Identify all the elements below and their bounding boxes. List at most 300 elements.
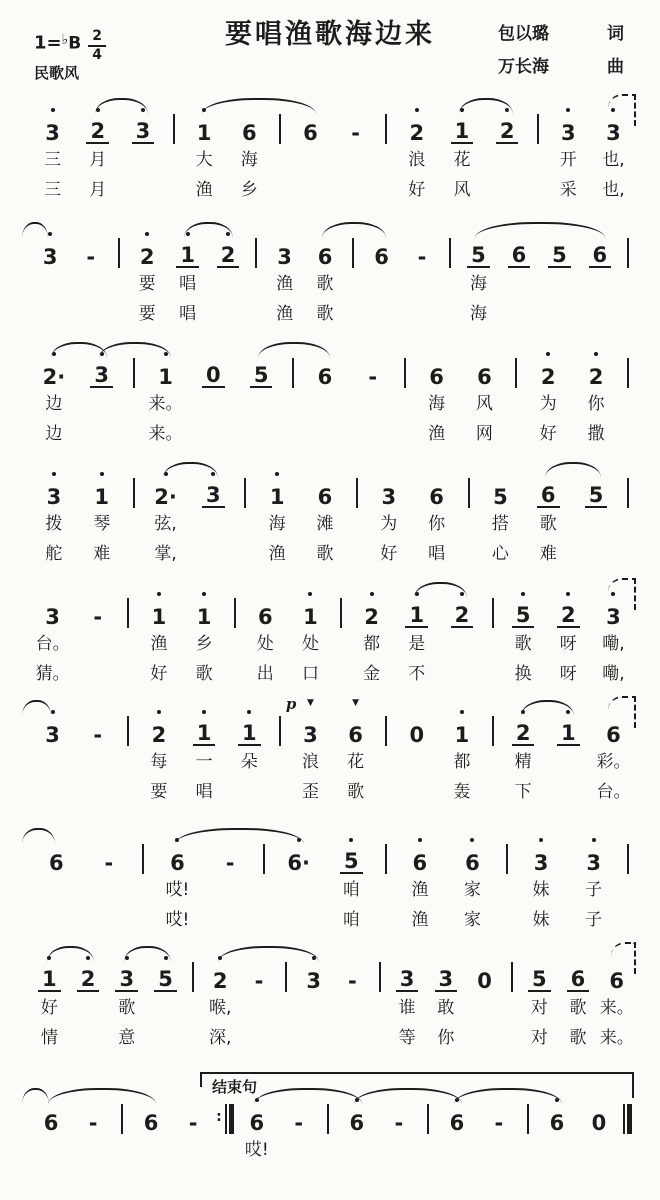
lyric-syllable-line2: 你 [437,1028,455,1048]
note [580,224,620,330]
note-digit: 3 [586,851,601,875]
bar-thin-line [255,238,257,268]
time-numerator: 2 [88,28,106,47]
music-system [30,1078,636,1196]
bar-thin-line [385,716,387,746]
note-digit: 0 [591,1111,607,1135]
barline [120,702,136,808]
lyric-syllable-line1: 要 [138,274,156,294]
note [361,224,401,330]
octave-dot [546,352,550,356]
note [182,584,227,690]
note [69,948,108,1054]
time-denominator: 4 [92,47,102,64]
octave-dot [539,838,543,842]
ending-bracket [611,942,637,974]
note [30,344,78,450]
lyricist-name: 包以璐 [498,24,549,44]
octave-dot [202,710,206,714]
music-system [30,584,636,690]
bar-thin-line [352,238,354,268]
note-digit: 3 [46,485,62,509]
octave-dot [51,108,55,112]
rest-note [394,702,439,808]
note-row [546,100,591,146]
note-digit: 3 [303,723,318,747]
lyric-syllable-line1: 咱 [342,880,360,900]
dash-extension [278,1090,320,1196]
barline [272,702,288,808]
bar-thin-line [356,478,358,508]
lyric-syllable-line2: 乡 [240,180,258,200]
note-row [75,702,120,748]
dash-extension [333,948,372,1054]
note [294,948,333,1054]
note-row [413,344,461,390]
lyric-syllable-line2: 渔 [276,304,294,324]
note-row [515,830,568,876]
lyric-syllable-line1: 拨 [45,514,63,534]
note-row [30,100,75,146]
note [30,830,83,936]
bar-thin-line [506,844,508,874]
credits [498,18,624,84]
lyric-syllable-line1: 琴 [93,514,111,534]
note [189,464,237,570]
lyric-syllable-line1: 弦, [154,514,177,534]
lyric-syllable-line1: 为 [380,514,398,534]
barline [320,1090,336,1196]
dash-extension [75,702,120,808]
barline [620,224,636,330]
lyric-syllable-line1: 谁 [398,998,416,1018]
dash-extension [333,100,378,206]
lyric-syllable-line2: 好 [150,664,168,684]
bar-thin-line [385,114,387,144]
note-row [524,344,572,390]
accent-mark: ▼ [352,698,360,708]
note [288,584,333,690]
note [501,702,546,808]
bar-thick-line [627,1104,632,1134]
lyric-syllable-line2: 要 [138,304,156,324]
octave-dot [202,592,206,596]
note [458,224,498,330]
bar-thin-line [244,478,246,508]
note-digit: 1 [557,722,580,746]
lyric-syllable-line2: 下 [514,782,532,802]
note-row [333,948,372,994]
note-digit: 2 [557,604,580,628]
bar-thin-line [292,358,294,388]
note-digit: - [86,245,96,269]
note [559,948,598,1054]
style-label: 民歌风 [34,64,80,82]
note-digit: 3 [533,851,549,875]
note-row [288,584,333,630]
lyric-syllable-line1: 都 [453,752,471,772]
lyric-syllable-line1: 乡 [195,634,213,654]
note-digit: 6 [48,851,64,875]
note [477,464,525,570]
lyric-syllable-line2: 唱 [428,544,446,564]
barline [530,100,546,206]
lyric-syllable-line2: 难 [93,544,111,564]
note-digit: 1 [269,485,285,509]
note [546,100,591,206]
note [30,224,70,330]
note-digit: 6 [609,969,625,993]
music-system [30,344,636,450]
lyric-syllable-line2: 歌 [347,782,365,802]
lyric-syllable-line2: 好 [380,544,398,564]
lyric-syllable-line1: 歌 [514,634,532,654]
note-digit: 1 [151,605,167,629]
note [75,100,120,206]
lyric-syllable-line1: 哎! [165,880,190,900]
lyric-syllable-line1: 朵 [240,752,258,772]
note-digit: 3 [381,485,397,509]
note-row [426,948,465,994]
barline [285,344,301,450]
lyric-syllable-line2: 猜。 [35,664,70,684]
lyric-syllable-line1: 海 [428,394,446,414]
note-row [30,464,78,510]
note-digit: 5 [467,244,490,268]
note-digit: 6 [567,968,590,992]
lyric-syllable-line1: 喉, [209,998,232,1018]
note [78,464,126,570]
note [546,702,591,808]
lyric-syllable-line1: 嘞, [602,634,625,654]
note-digit: 3 [560,121,576,145]
barline [278,948,294,1054]
lyric-syllable-line2: 来。 [599,1028,634,1048]
note-digit: 6 [317,485,333,509]
note [394,100,439,206]
note-digit: 1 [94,485,110,509]
note-digit: - [93,605,103,629]
lyric-syllable-line1: 渔 [411,880,429,900]
note-row [325,830,378,876]
note-digit: 6 [143,1111,159,1135]
note-digit: 6 [257,605,273,629]
lyric-syllable-line1: 开 [559,150,577,170]
note-digit: - [254,969,264,993]
note-row [477,464,525,510]
note-digit: 2 [86,120,109,144]
lyric-syllable-line1: 子 [585,880,603,900]
note-row [264,224,304,270]
note-digit: 1 [303,605,318,629]
dynamic-mark: p [285,695,297,713]
note [426,948,465,1054]
barline [520,1090,536,1196]
barline [378,830,394,936]
note-row [559,948,598,994]
music-system [30,948,636,1054]
lyric-syllable-line1: 边 [45,394,63,414]
note-digit: 5 [340,850,363,874]
note [227,100,272,206]
note-digit: 6 [429,365,444,389]
music-system [30,695,636,808]
ending-bracket [608,578,637,610]
lyric-syllable-line2: 哎! [165,910,190,930]
dash-extension [478,1090,520,1196]
barline [620,344,636,450]
bar-thin-line [527,1104,529,1134]
note-digit: - [368,365,378,389]
note-digit: 1 [193,722,216,746]
note-digit: - [348,969,357,993]
note [146,948,185,1054]
lyric-syllable-line2: 歌 [316,304,334,324]
note [30,464,78,570]
lyric-syllable-line1: 浪 [408,150,426,170]
note-digit: 1 [451,120,474,144]
barline [185,948,201,1054]
dash-extension [402,224,442,330]
note-digit: 0 [409,723,425,747]
note-digit: 6 [549,1111,565,1135]
lyric-syllable-line1: 歌 [569,998,587,1018]
note [524,344,572,450]
lyric-syllable-line2: 好 [539,424,557,444]
note [30,100,75,206]
lyric-syllable-line1: 呀 [559,634,577,654]
barline [378,100,394,206]
note-row [394,702,439,748]
note [413,464,461,570]
bar-thin-line [133,358,135,388]
barline [345,224,361,330]
note-row [388,948,427,994]
note [237,344,285,450]
note-digit: 2 [540,365,556,389]
bar-thin-line [340,598,342,628]
lyric-syllable-line1: 敢 [437,998,455,1018]
lyric-syllable-line1: 家 [463,880,481,900]
bar-thin-line [285,962,287,992]
lyric-syllable-line1: 对 [530,998,548,1018]
note-digit: 1 [38,968,61,992]
note-digit: 3 [396,968,419,992]
note-digit: 2 [212,969,228,993]
note [365,464,413,570]
octave-dot [592,838,596,842]
note-digit: 3 [202,484,225,508]
note-digit: 2· [42,365,66,389]
note-digit: 6 [249,1111,265,1135]
note [461,344,509,450]
note [572,344,620,450]
barline [120,584,136,690]
note-digit: 6 [589,244,612,268]
lyric-syllable-line1: 海 [268,514,286,534]
note [436,1090,478,1196]
bar-thin-line [468,478,470,508]
note [546,584,591,690]
lyricist-credit [498,18,624,51]
rest-note [189,344,237,450]
note [285,695,333,808]
note-row [333,100,378,146]
lyric-syllable-line2: 三 [44,180,62,200]
barline [227,584,243,690]
octave-dot [157,710,161,714]
note-row [253,464,301,510]
note-digit: 6 [449,1111,465,1135]
lyric-syllable-line2: 歪 [301,782,319,802]
note-digit: 5 [493,485,508,509]
note [439,100,484,206]
note-digit: 6 [303,121,318,145]
note-row [127,224,167,270]
barline [114,1090,130,1196]
note-digit: 2 [588,365,604,389]
note [572,464,620,570]
bar-thin-line [279,114,281,144]
barline [135,830,151,936]
note [30,948,69,1054]
note-row [285,695,333,748]
key-letter: B [68,33,82,54]
lyric-syllable-line1: 彩。 [596,752,631,772]
lyric-syllable-line2: 出 [256,664,274,684]
ending-bracket [608,696,637,728]
lyric-syllable-line2: 月 [89,180,107,200]
key-prefix: 1= [34,32,62,54]
note-digit: 6 [348,723,363,747]
lyric-syllable-line1: 处 [301,634,319,654]
note [439,584,484,690]
note [236,1090,278,1196]
note [524,464,572,570]
barline [508,344,524,450]
repeat-end-barline [214,1090,236,1196]
dash-extension [204,830,257,936]
dash-extension [75,584,120,690]
note-row [413,464,461,510]
note-digit: 2 [364,605,379,629]
note-digit: 3 [45,605,60,629]
note-digit: 0 [477,969,492,993]
note-digit: 5 [548,244,571,268]
note-digit: 6 [374,245,389,269]
octave-dot [145,232,149,236]
note [182,100,227,206]
note-row [182,584,227,630]
note [485,100,530,206]
note [201,948,240,1054]
lyric-syllable-line2: 渔 [428,424,446,444]
lyric-syllable-line1: 妹 [532,880,550,900]
barline [485,584,501,690]
note-row [30,584,75,630]
octave-dot [349,838,353,842]
note [336,1090,378,1196]
note-row [227,702,272,748]
bar-thin-line [263,844,265,874]
lyric-syllable-line2: 金 [363,664,381,684]
lyric-syllable-line1: 也, [602,150,625,170]
note [539,224,579,330]
bar-thin-line [537,114,539,144]
lyric-syllable-line1: 海 [469,274,487,294]
note [120,100,165,206]
note [142,344,190,450]
barline [237,464,253,570]
lyric-syllable-line2: 等 [398,1028,416,1048]
lyric-syllable-line2: 嘞, [602,664,625,684]
note [243,584,288,690]
lyric-syllable-line2: 风 [453,180,471,200]
bar-thin-line [627,844,629,874]
note-digit: 2 [496,120,519,144]
song-title: 要唱渔歌海边来 [225,19,435,50]
note [349,584,394,690]
lyric-syllable-line2: 来。 [148,424,183,444]
lyric-syllable-line2: 掌, [154,544,177,564]
note [136,702,181,808]
octave-dot [521,592,525,596]
octave-dot [247,710,251,714]
note-row [572,344,620,390]
bar-thin-line [379,962,381,992]
note-digit: 5 [154,968,177,992]
lyric-syllable-line2: 意 [118,1028,136,1048]
lyric-syllable-line2: 台。 [596,782,631,802]
lyric-syllable-line2: 咱 [342,910,360,930]
barline [504,948,520,1054]
lyric-syllable-line1: 处 [256,634,274,654]
note-digit: 5 [512,604,535,628]
note [288,100,333,206]
note-digit: 3 [42,245,58,269]
note [333,698,378,808]
note-digit: 6 [412,851,428,875]
note-digit: - [104,851,114,875]
dash-extension [378,1090,420,1196]
note-digit: - [394,1111,404,1135]
dash-extension [240,948,279,1054]
note [167,224,207,330]
bar-thin-line [627,478,629,508]
note-digit: 1 [238,722,261,746]
note-digit: 0 [202,364,225,388]
lyric-syllable-line1: 浪 [301,752,319,772]
lyric-syllable-line1: 你 [587,394,605,414]
dash-extension [349,344,397,450]
composer-credit [498,51,624,84]
note-digit: 3 [606,605,621,629]
lyric-syllable-line2: 家 [463,910,481,930]
lyric-syllable-line2: 歌 [316,544,334,564]
note-digit: 3 [115,968,138,992]
octave-dot [157,592,161,596]
note-row [567,830,620,876]
note-digit: 3 [277,245,292,269]
note-digit: 1 [176,244,199,268]
octave-dot [566,108,570,112]
note-digit: 2 [139,245,155,269]
lyric-syllable-line1: 大 [195,150,213,170]
octave-dot [566,592,570,596]
bar-thick-line [229,1104,234,1134]
barline [248,224,264,330]
note-row [182,702,227,748]
